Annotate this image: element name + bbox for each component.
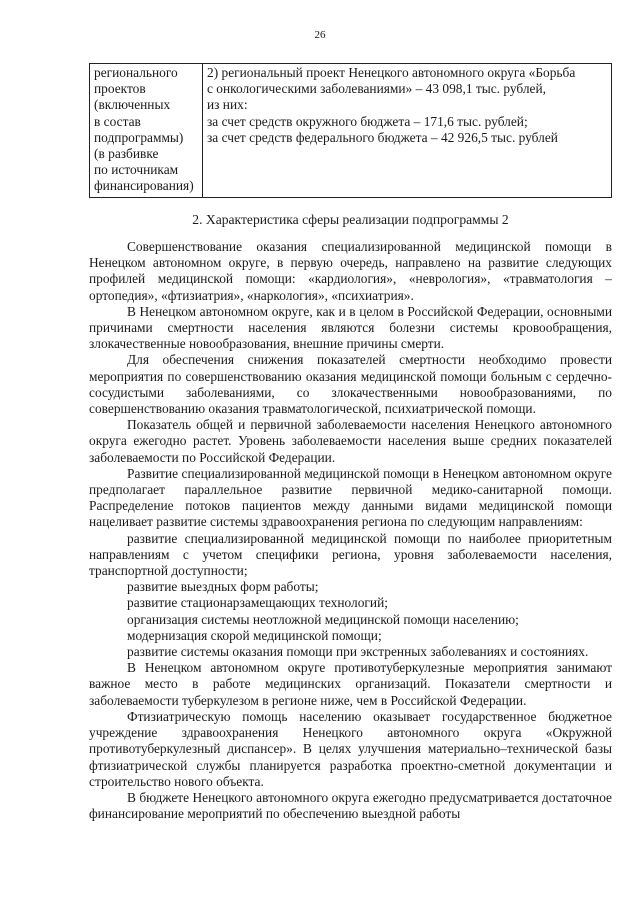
list-item: развитие выездных форм работы; (127, 579, 319, 595)
paragraph: Совершенствование оказания специализированной медицинской помощи в Ненецком автономном округе, в первую очередь, направлено на развитие следующих профилей медицинской помощи: «кардиология», «неврология», «травматология – ортопедия», «фтизиатрия», «наркология», «психиатрия». (89, 239, 612, 303)
table-label-line: в состав (94, 113, 141, 129)
paragraph: Показатель общей и первичной заболеваемости населения Ненецкого автономного округа ежегодно растет. Уровень заболеваемости населения выше средних показателей заболеваемости по Российской Федерации. (89, 417, 612, 465)
table-label-line: по источникам (94, 162, 179, 178)
table-label-line: регионального (94, 65, 178, 80)
table-value-cell (203, 64, 612, 198)
table-label-line: (в разбивке (94, 146, 159, 162)
list-item: модернизация скорой медицинской помощи; (127, 627, 382, 643)
paragraph: Фтизиатрическую помощь населению оказывает государственное бюджетное учреждение здравоохранения Ненецкого автономного округа «Окружной противотуберкулезный диспансер». В целях улучшения материально–технической базы фтизиатрической службы планируется разработка проектно-сметной документации и строительство нового объекта. (89, 708, 612, 789)
paragraph: В Ненецком автономном округе противотуберкулезные мероприятия занимают важное место в работе медицинских организаций. Показатели смертности и заболеваемости туберкулезом в регионе ниже, чем в Российской Федерации. (89, 660, 612, 708)
table-label-line: финансирования) (94, 178, 194, 194)
table-value-line: 2) региональный проект Ненецкого автономного округа «Борьба (207, 65, 576, 80)
table-label-cell (90, 64, 203, 198)
table-value-line: из них: (207, 97, 248, 113)
subprogram-info-table (89, 63, 612, 198)
section-title: 2. Характеристика сферы реализации подпрограммы 2 (192, 212, 509, 227)
table-value-line: за счет средств окружного бюджета – 171,6 тыс. рублей; (207, 113, 528, 129)
table-value-line: за счет средств федерального бюджета – 42 926,5 тыс. рублей (207, 129, 558, 145)
list-item: развитие системы оказания помощи при экстренных заболеваниях и состояниях. (127, 644, 589, 660)
list-item: организация системы неотложной медицинской помощи населению; (127, 611, 519, 627)
paragraph: Для обеспечения снижения показателей смертности необходимо провести мероприятия по совершенствованию оказания медицинской помощи больным с сердечно-сосудистыми заболеваниями, со злокачественными новообразованиями, по совершенствованию оказания травматологической, психиатрической помощи. (89, 352, 612, 417)
table-value-line: с онкологическими заболеваниями» – 43 098,1 тыс. рублей, (207, 81, 547, 97)
paragraph: В Ненецком автономном округе, как и в целом в Российской Федерации, основными причинами смертности населения являются болезни системы кровообращения, злокачественные новообразования, внешние причины смерти. (89, 303, 612, 352)
table-label-line: подпрограммы) (94, 129, 184, 145)
section-body (89, 239, 612, 822)
list-item: развитие стационарзамещающих технологий; (127, 595, 388, 611)
paragraph: Развитие специализированной медицинской помощи в Ненецком автономном округе предполагает параллельное развитие первичной медико-санитарной помощи. Распределение потоков пациентов между данными видами медицинской помощи нацеливает развитие системы здравоохранения региона по следующим направлениям: (89, 465, 612, 530)
page-number: 26 (314, 29, 326, 41)
list-item: развитие специализированной медицинской помощи по наиболее приоритетным направлениям с учетом специфики региона, уровня заболеваемости населения, транспортной доступности; (89, 530, 612, 579)
table-label-line: (включенных (94, 97, 171, 113)
paragraph: В бюджете Ненецкого автономного округа ежегодно предусматривается достаточное финансирование мероприятий по обеспечению выездной работы (89, 789, 612, 822)
table-label-line: проектов (94, 81, 146, 97)
